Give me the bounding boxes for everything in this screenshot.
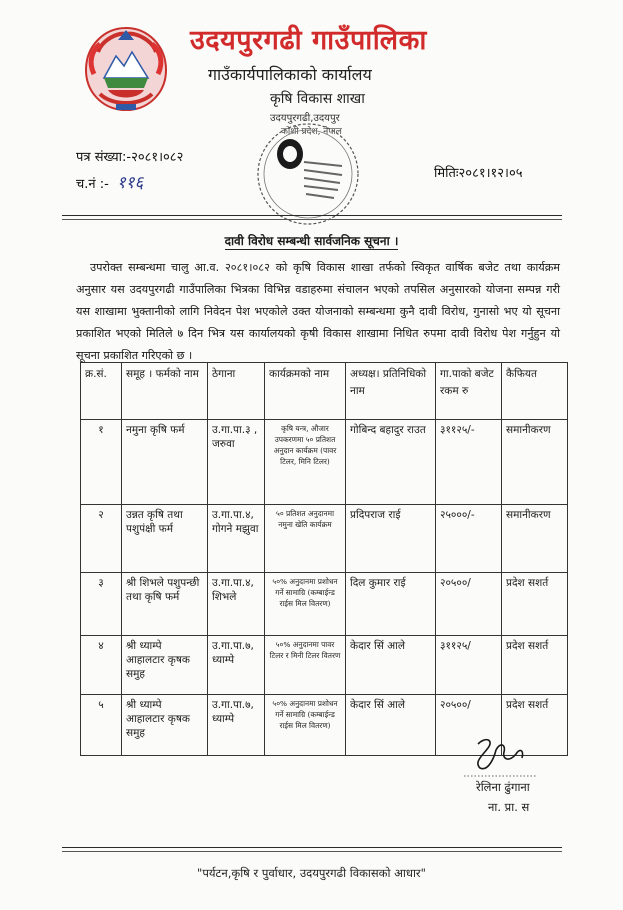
cell-sn: २ [81, 505, 122, 573]
letter-date: मितिः२०८१।१२।०५ [434, 166, 523, 181]
cell-chair: दिल कुमार राई [346, 573, 436, 636]
footer-slogan: "पर्यटन,कृषि र पुर्वाधार, उदयपुरगढी विकासको आधार" [197, 866, 426, 880]
header-divider-thin [62, 219, 562, 220]
footer-divider [62, 847, 562, 848]
cell-address: उ.गा.पा.४, गोगने मझुवा [208, 505, 265, 573]
project-table [80, 362, 568, 756]
municipality-emblem-icon [78, 22, 174, 118]
branch-name: कृषि विकास शाखा [270, 91, 365, 107]
cell-remarks: प्रदेश सशर्त [502, 695, 568, 756]
signatory-name: रेलिना ढुंगाना [476, 780, 530, 794]
col-header-group: समूह । फर्मको नाम [122, 363, 208, 420]
cell-address: उ.गा.पा.७, ध्याम्पे [208, 695, 265, 756]
col-header-address: ठेगाना [208, 363, 265, 420]
cell-chair: केदार सिं आले [346, 695, 436, 756]
table-row [81, 420, 568, 505]
cell-sn: ४ [81, 636, 122, 695]
cell-group: श्री ध्याम्पे आहालटार कृषक समुह [122, 695, 208, 756]
cell-budget: २०५००/ [436, 573, 502, 636]
cell-group: श्री शिभले पशुपन्छी तथा कृषि फर्म [122, 573, 208, 636]
cell-address: उ.गा.पा.४, शिभले [208, 573, 265, 636]
dispatch-number: च.नं :- ११६ [76, 173, 144, 193]
cell-sn: ३ [81, 573, 122, 636]
table-row [81, 636, 568, 695]
cell-program: ५० प्रतिशत अनुदानमा नमुना खेति कार्यक्रम [265, 505, 346, 573]
address-line-1: उदयपुरगढी,उदयपुर [270, 113, 340, 124]
cell-chair: प्रदिपराज राई [346, 505, 436, 573]
office-name: गाउँकार्यपालिकाको कार्यालय [208, 65, 372, 84]
cell-budget: ३११२५/- [436, 420, 502, 505]
col-header-budget: गा.पाको बजेट रकम रु [436, 363, 502, 420]
cell-group: नमुना कृषि फर्म [122, 420, 208, 505]
cell-program: ५०% अनुदानमा प्रशोधन गर्ने सामाग्रि (कम्बाईन्ड राईस मिल वितरण) [265, 695, 346, 756]
col-header-chair: अध्यक्ष। प्रतिनिधिको नाम [346, 363, 436, 420]
cell-budget: ३११२५/ [436, 636, 502, 695]
cell-remarks: प्रदेश सशर्त [502, 573, 568, 636]
cell-program: कृषि यन्त्र, औजार उपकरणमा ५० प्रतिशत अनुदान कार्यक्रम (पावर टिलर, मिनि टिलर) [265, 420, 346, 505]
notice-title: दावी विरोध सम्बन्धी सार्वजनिक सूचना । [224, 234, 399, 248]
table-header-row [81, 363, 568, 420]
cell-sn: १ [81, 420, 122, 505]
cell-program: ५०% अनुदानमा प्रशोधन गर्ने सामाग्रि (कम्बाईन्ड राईस मिल वितरण) [265, 573, 346, 636]
table-row [81, 505, 568, 573]
cell-remarks: समानीकरण [502, 420, 568, 505]
cell-budget: २५०००/- [436, 505, 502, 573]
address-line-2: कोशी प्रदेश, नेपाल [281, 127, 342, 137]
col-header-program: कार्यक्रमको नाम [265, 363, 346, 420]
reference-number: पत्र संख्या:-२०८१।०८२ [76, 150, 184, 165]
office-stamp-icon [254, 120, 362, 228]
cell-remarks: समानीकरण [502, 505, 568, 573]
signature-icon [460, 732, 540, 780]
table-row [81, 573, 568, 636]
cell-remarks: प्रदेश सशर्त [502, 636, 568, 695]
cell-budget: २०५००/ [436, 695, 502, 756]
col-header-remarks: कैफियत [502, 363, 568, 420]
cell-program: ५०% अनुदानमा पावर टिलर र मिनी टिलर वितरण [265, 636, 346, 695]
signatory-title: ना. प्रा. स [488, 800, 530, 814]
cell-chair: केदार सिं आले [346, 636, 436, 695]
cell-group: उन्नत कृषि तथा पशुपंक्षी फर्म [122, 505, 208, 573]
cell-address: उ.गा.पा.३ , जरुवा [208, 420, 265, 505]
header-divider [62, 215, 562, 216]
org-name: उदयपुरगढी गाउँपालिका [190, 25, 427, 56]
col-header-sn: क्र.सं. [81, 363, 122, 420]
dispatch-value: ११६ [116, 173, 144, 193]
cell-chair: गोबिन्द बहादुर राउत [346, 420, 436, 505]
footer-divider-thin [62, 851, 562, 852]
cell-address: उ.गा.पा.७, ध्याम्पे [208, 636, 265, 695]
notice-body: उपरोक्त सम्बन्धमा चालु आ.व. २०८१।०८२ को कृषि विकास शाखा तर्फको स्विकृत वार्षिक बजेट तथा कार्यक्रम अनुसार यस उदयपुरगढी गाउँपालिका भित्रका विभिन्न वडाहरुमा संचालन भएको तपसिल अनुसारको योजना सम्पन्न गरी यस शाखामा भुक्तानीको लागि निवेदन पेश भएकोले उक्त योजनाको सम्बन्धमा कुनै दावी विरोध, गुनासो भए यो सूचना प्रकाशित भएको मितिले ७ दिन भित्र यस कार्यालयको कृषी विकास शाखामा निधित रुपमा दावी विरोध पेश गर्नुहुन यो सूचना प्रकाशित गरिएको छ । [76, 261, 560, 362]
cell-group: श्री ध्याम्पे आहालटार कृषक समुह [122, 636, 208, 695]
cell-sn: ५ [81, 695, 122, 756]
